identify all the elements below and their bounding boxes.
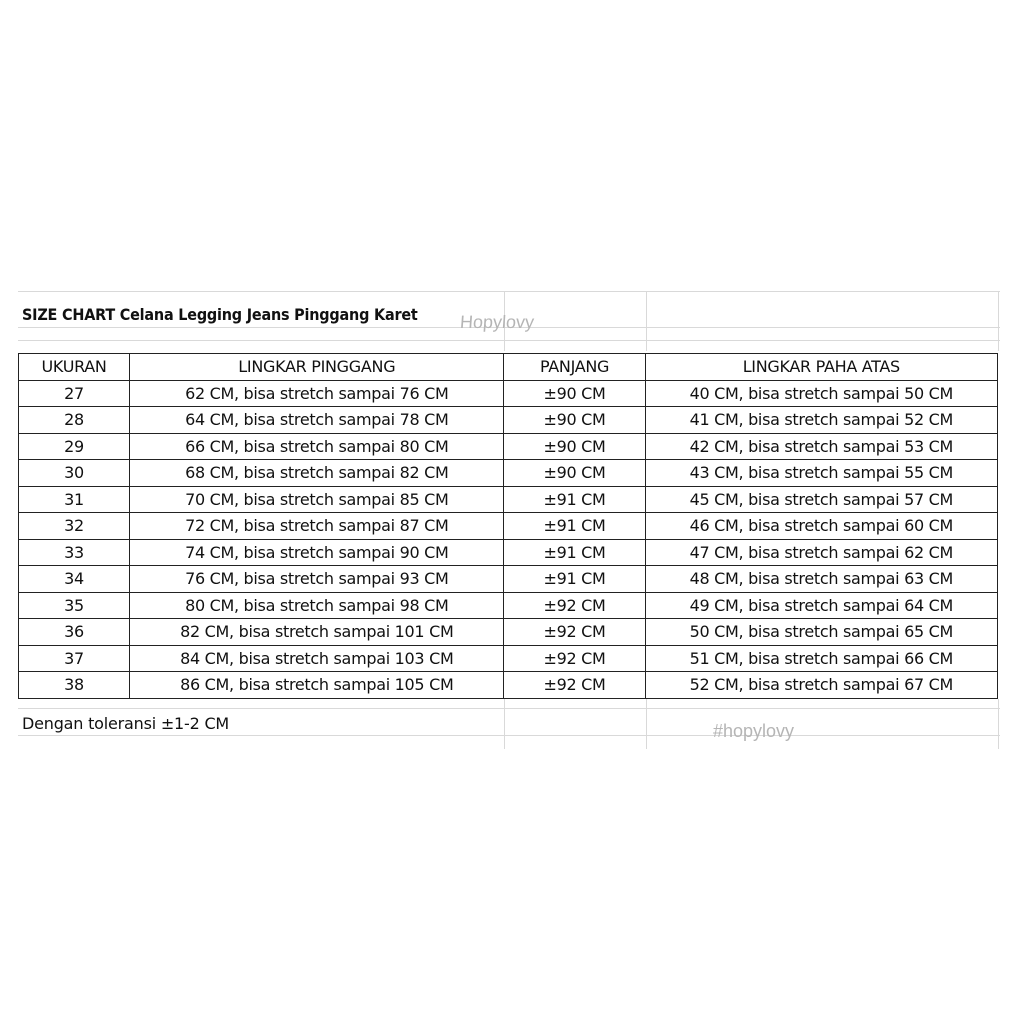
grid-line xyxy=(504,699,505,749)
table-row xyxy=(19,460,998,487)
length-cell: ±91 CM xyxy=(504,539,645,566)
size-cell: 27 xyxy=(19,380,130,407)
thigh-cell: 49 CM, bisa stretch sampai 64 CM xyxy=(645,592,997,619)
header-ukuran: UKURAN xyxy=(19,354,130,381)
watermark-top: Hopylovy xyxy=(459,312,535,332)
thigh-cell: 42 CM, bisa stretch sampai 53 CM xyxy=(645,433,997,460)
table-row xyxy=(19,672,998,699)
length-cell: ±91 CM xyxy=(504,566,645,593)
size-cell: 29 xyxy=(19,433,130,460)
waist-cell: 66 CM, bisa stretch sampai 80 CM xyxy=(130,433,504,460)
thigh-cell: 52 CM, bisa stretch sampai 67 CM xyxy=(645,672,997,699)
size-cell: 34 xyxy=(19,566,130,593)
watermark-bottom: #hopylovy xyxy=(713,721,795,741)
chart-title: SIZE CHART Celana Legging Jeans Pinggang Karet xyxy=(22,305,418,324)
size-cell: 30 xyxy=(19,460,130,487)
table-row xyxy=(19,380,998,407)
grid-line xyxy=(18,735,1000,736)
size-table xyxy=(18,353,998,699)
table-row xyxy=(19,566,998,593)
thigh-cell: 41 CM, bisa stretch sampai 52 CM xyxy=(645,407,997,434)
length-cell: ±90 CM xyxy=(504,433,645,460)
table-row xyxy=(19,513,998,540)
length-cell: ±91 CM xyxy=(504,486,645,513)
size-cell: 28 xyxy=(19,407,130,434)
waist-cell: 84 CM, bisa stretch sampai 103 CM xyxy=(130,645,504,672)
header-lingkar-paha-atas: LINGKAR PAHA ATAS xyxy=(645,354,997,381)
size-cell: 36 xyxy=(19,619,130,646)
grid-line xyxy=(646,291,647,351)
tolerance-note: Dengan toleransi ±1-2 CM xyxy=(22,714,230,733)
waist-cell: 72 CM, bisa stretch sampai 87 CM xyxy=(130,513,504,540)
grid-line xyxy=(998,291,999,351)
table-row xyxy=(19,619,998,646)
size-cell: 35 xyxy=(19,592,130,619)
grid-line xyxy=(646,699,647,749)
thigh-cell: 46 CM, bisa stretch sampai 60 CM xyxy=(645,513,997,540)
length-cell: ±92 CM xyxy=(504,672,645,699)
table-row xyxy=(19,486,998,513)
size-cell: 38 xyxy=(19,672,130,699)
grid-line xyxy=(18,291,1000,292)
table-row xyxy=(19,645,998,672)
thigh-cell: 47 CM, bisa stretch sampai 62 CM xyxy=(645,539,997,566)
thigh-cell: 43 CM, bisa stretch sampai 55 CM xyxy=(645,460,997,487)
table-row xyxy=(19,592,998,619)
length-cell: ±92 CM xyxy=(504,645,645,672)
waist-cell: 82 CM, bisa stretch sampai 101 CM xyxy=(130,619,504,646)
waist-cell: 74 CM, bisa stretch sampai 90 CM xyxy=(130,539,504,566)
header-lingkar-pinggang: LINGKAR PINGGANG xyxy=(130,354,504,381)
length-cell: ±90 CM xyxy=(504,380,645,407)
table-header-row xyxy=(19,354,998,381)
length-cell: ±90 CM xyxy=(504,407,645,434)
size-cell: 31 xyxy=(19,486,130,513)
thigh-cell: 40 CM, bisa stretch sampai 50 CM xyxy=(645,380,997,407)
table-row xyxy=(19,539,998,566)
waist-cell: 80 CM, bisa stretch sampai 98 CM xyxy=(130,592,504,619)
table-row xyxy=(19,433,998,460)
thigh-cell: 51 CM, bisa stretch sampai 66 CM xyxy=(645,645,997,672)
grid-line xyxy=(18,708,1000,709)
length-cell: ±90 CM xyxy=(504,460,645,487)
grid-line xyxy=(998,699,999,749)
length-cell: ±92 CM xyxy=(504,619,645,646)
length-cell: ±91 CM xyxy=(504,513,645,540)
length-cell: ±92 CM xyxy=(504,592,645,619)
thigh-cell: 45 CM, bisa stretch sampai 57 CM xyxy=(645,486,997,513)
waist-cell: 70 CM, bisa stretch sampai 85 CM xyxy=(130,486,504,513)
size-cell: 37 xyxy=(19,645,130,672)
header-panjang: PANJANG xyxy=(504,354,645,381)
waist-cell: 62 CM, bisa stretch sampai 76 CM xyxy=(130,380,504,407)
waist-cell: 68 CM, bisa stretch sampai 82 CM xyxy=(130,460,504,487)
waist-cell: 76 CM, bisa stretch sampai 93 CM xyxy=(130,566,504,593)
thigh-cell: 48 CM, bisa stretch sampai 63 CM xyxy=(645,566,997,593)
size-cell: 32 xyxy=(19,513,130,540)
waist-cell: 86 CM, bisa stretch sampai 105 CM xyxy=(130,672,504,699)
size-cell: 33 xyxy=(19,539,130,566)
thigh-cell: 50 CM, bisa stretch sampai 65 CM xyxy=(645,619,997,646)
waist-cell: 64 CM, bisa stretch sampai 78 CM xyxy=(130,407,504,434)
table-row xyxy=(19,407,998,434)
grid-line xyxy=(18,340,1000,341)
